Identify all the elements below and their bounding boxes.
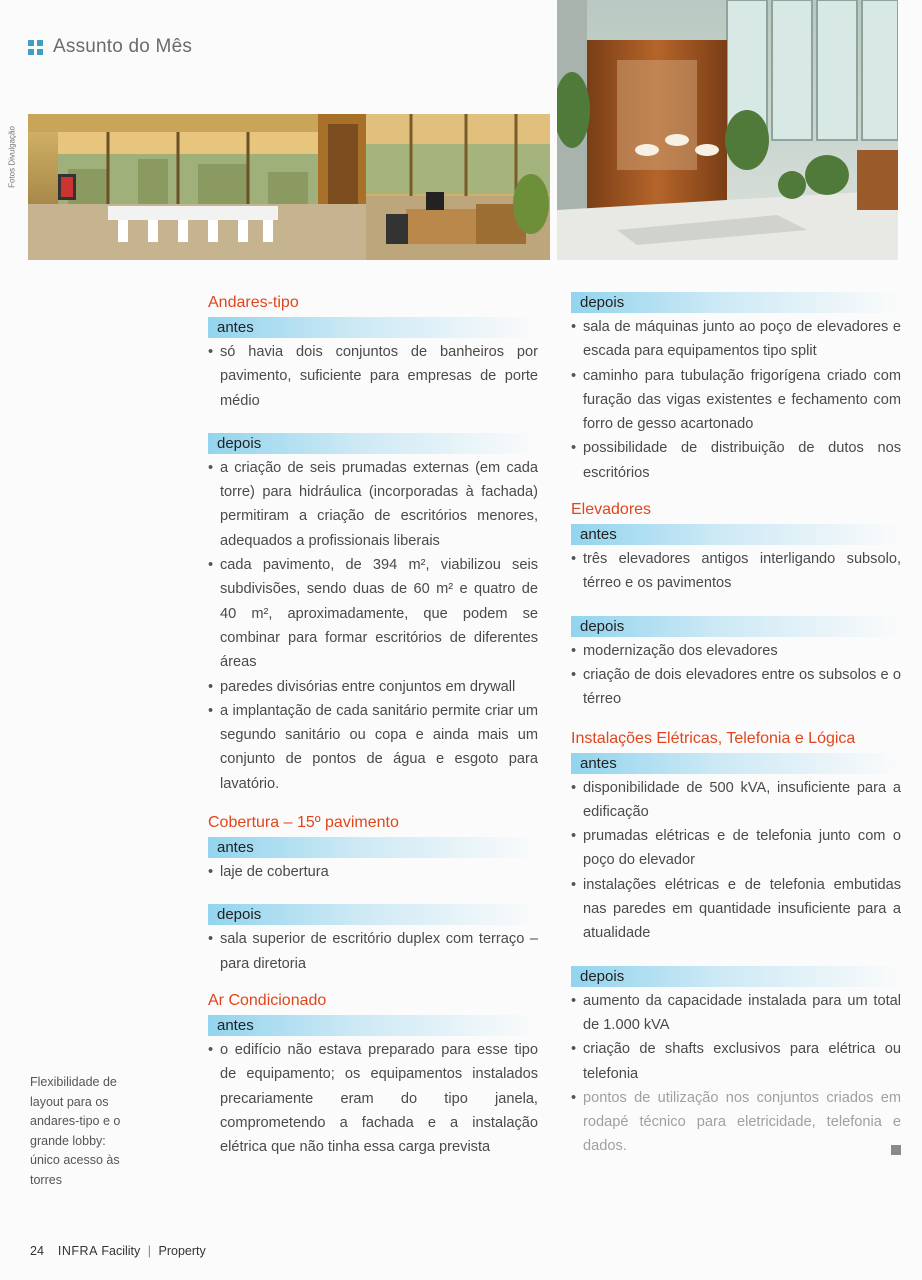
group-antes <box>571 524 901 596</box>
group-antes <box>571 753 901 946</box>
tag-depois: depois <box>208 904 538 925</box>
right-column <box>571 292 901 1179</box>
photo-office <box>366 114 550 260</box>
list-item: • laje de cobertura <box>208 860 538 884</box>
section-title-elevadores: Elevadores <box>571 501 652 519</box>
section-cobertura <box>208 812 538 976</box>
list-item: • criação de dois elevadores entre os subsolos e o térreo <box>571 663 901 712</box>
tag-depois: depois <box>208 433 538 454</box>
publication-name-rest: Facility <box>101 1244 141 1258</box>
publication-name-bold: INFRA <box>57 1244 98 1258</box>
page-footer <box>30 1244 206 1258</box>
tag-antes: antes <box>571 524 901 545</box>
tag-antes: antes <box>208 837 538 858</box>
footer-section: Property <box>158 1244 206 1258</box>
tag-antes: antes <box>571 753 901 774</box>
list-item: • paredes divisórias entre conjuntos em drywall <box>208 675 538 699</box>
photo-lobby <box>557 0 898 260</box>
section-ar-condicionado-cont <box>571 292 901 485</box>
section-ar-condicionado <box>208 990 538 1159</box>
group-depois <box>571 292 901 485</box>
list-item: • o edifício não estava preparado para esse tipo de equipamento; os equipamentos instalados precariamente eram do tipo janela, comprometendo a fachada e a instalação elétrica que não tinha essa carga prevista <box>208 1038 538 1159</box>
section-title: Assunto do Mês <box>53 36 193 57</box>
photo-caption: Flexibilidade de layout para os andares-tipo e o grande lobby: único acesso às torres <box>30 1075 121 1187</box>
tag-depois: depois <box>571 292 901 313</box>
list-item: • aumento da capacidade instalada para um total de 1.000 kVA <box>571 989 901 1038</box>
list-item: • possibilidade de distribuição de dutos nos escritórios <box>571 436 901 485</box>
publication-name <box>58 1244 206 1258</box>
page-number: 24 <box>30 1244 44 1258</box>
list-item: • pontos de utilização nos conjuntos criados em rodapé técnico para eletricidade, telefonia e dados. <box>571 1086 901 1159</box>
list-item: • caminho para tubulação frigorígena criado com furação das vigas existentes e fechamento com forro de gesso acartonado <box>571 364 901 437</box>
footer-separator: | <box>147 1244 152 1258</box>
section-title-instalacoes: Instalações Elétricas, Telefonia e Lógica <box>571 729 856 747</box>
list-item: • a criação de seis prumadas externas (em cada torre) para hidráulica (incorporadas à fachada) permitiram a criação de escritórios menores, adequados a profissionais liberais <box>208 456 538 553</box>
group-antes <box>208 837 538 884</box>
group-depois <box>208 433 538 796</box>
list-item: • cada pavimento, de 394 m², viabilizou seis subdivisões, sendo duas de 60 m² e quatro de 40 m², aproximadamente, que podem se combinar para formar escritórios de diferentes áreas <box>208 553 538 674</box>
list-item: • modernização dos elevadores <box>571 639 901 663</box>
end-of-article-mark <box>891 1145 901 1155</box>
tag-depois: depois <box>571 966 901 987</box>
group-depois <box>208 904 538 976</box>
list-item: • sala superior de escritório duplex com terraço – para diretoria <box>208 927 538 976</box>
section-header <box>28 36 192 58</box>
photo-meeting-room <box>28 114 366 260</box>
section-title-ar-condicionado: Ar Condicionado <box>208 991 327 1009</box>
list-item: • sala de máquinas junto ao poço de elevadores e escada para equipamentos tipo split <box>571 315 901 364</box>
list-item: • só havia dois conjuntos de banheiros por pavimento, suficiente para empresas de porte médio <box>208 340 538 413</box>
list-item: • prumadas elétricas e de telefonia junto com o poço do elevador <box>571 824 901 873</box>
group-depois <box>571 966 901 1159</box>
list-item: • a implantação de cada sanitário permite criar um segundo sanitário ou copa e ainda mais um conjunto de pontos de água e esgoto para lavatório. <box>208 699 538 796</box>
list-item: • criação de shafts exclusivos para elétrica ou telefonia <box>571 1037 901 1086</box>
section-instalacoes <box>571 728 901 1159</box>
section-title-andares-tipo: Andares-tipo <box>208 294 299 311</box>
tag-depois: depois <box>571 616 901 637</box>
section-title-cobertura: Cobertura – 15º pavimento <box>208 814 399 832</box>
group-antes <box>208 317 538 413</box>
section-andares-tipo <box>208 292 538 796</box>
group-antes <box>208 1015 538 1159</box>
left-column <box>208 292 538 1179</box>
tag-antes: antes <box>208 1015 538 1036</box>
grid-dots-icon <box>28 40 43 55</box>
section-elevadores <box>571 499 901 711</box>
list-item: • três elevadores antigos interligando subsolo, térreo e os pavimentos <box>571 547 901 596</box>
list-item: • disponibilidade de 500 kVA, insuficiente para a edificação <box>571 776 901 825</box>
tag-antes: antes <box>208 317 538 338</box>
group-depois <box>571 616 901 712</box>
photo-credit: Fotos Divulgação <box>7 126 17 188</box>
list-item: • instalações elétricas e de telefonia embutidas nas paredes em quantidade insuficiente para a atualidade <box>571 873 901 946</box>
